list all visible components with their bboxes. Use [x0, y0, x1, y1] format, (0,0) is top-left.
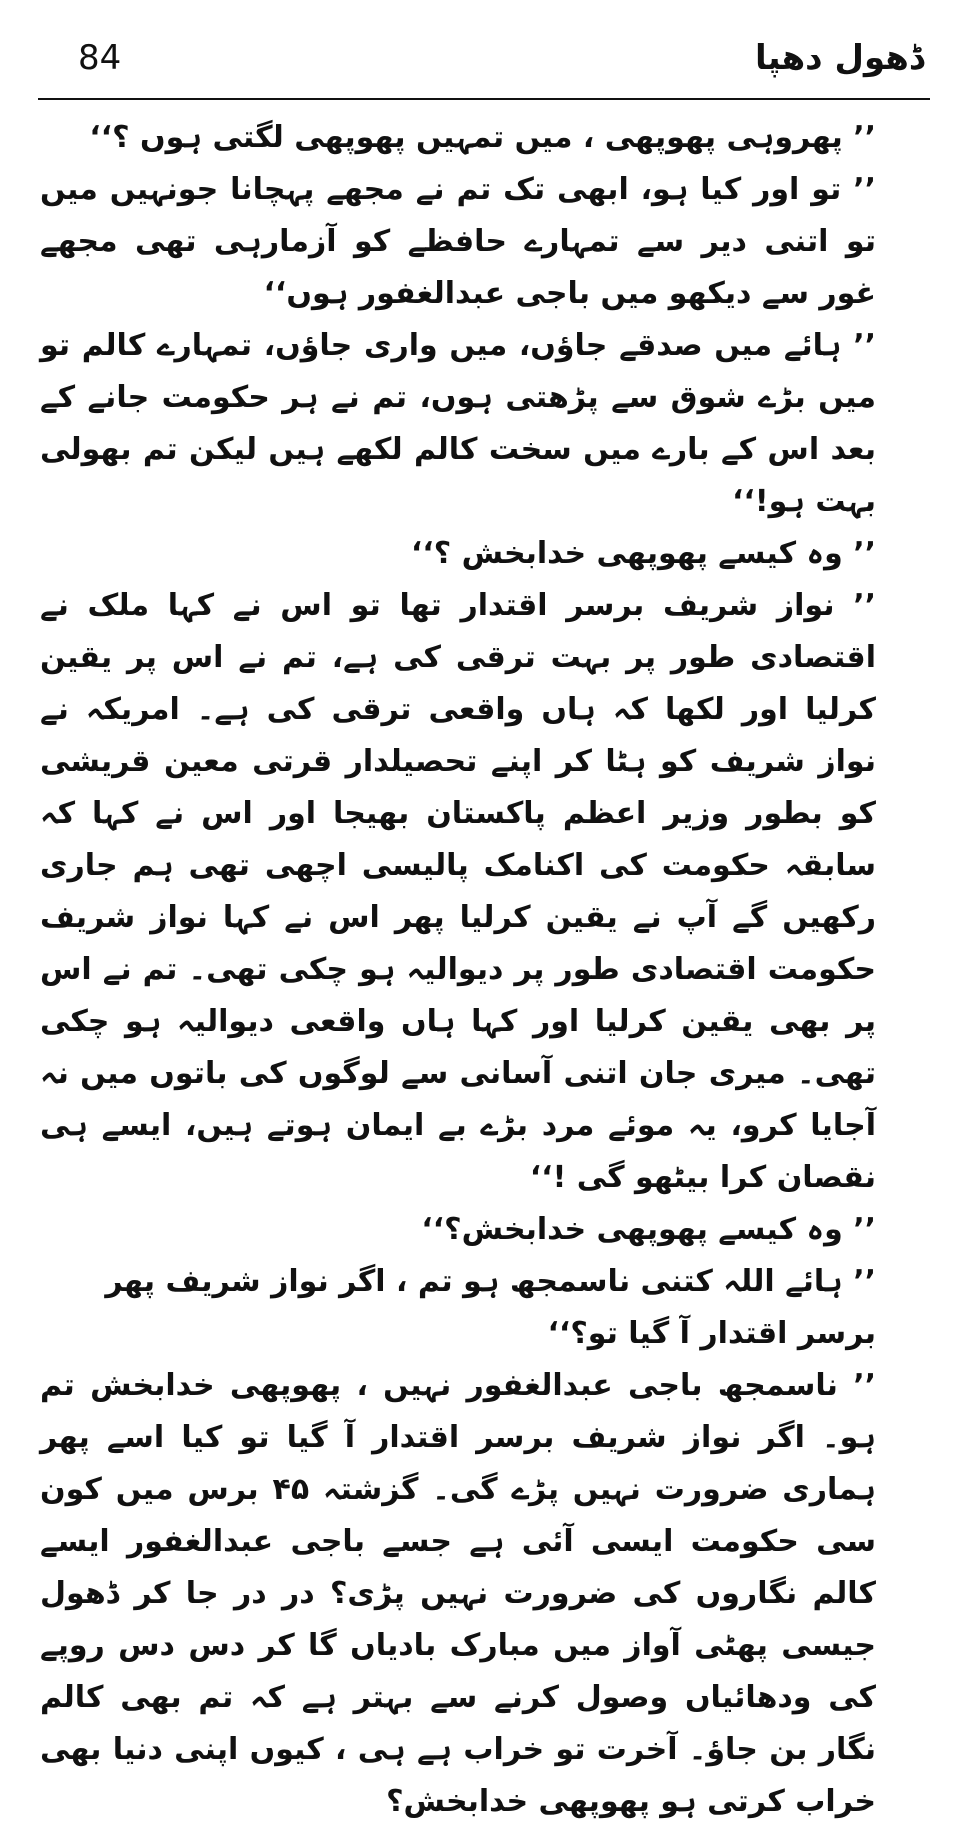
page-number: 84: [78, 38, 122, 78]
paragraph: ’’ وہ کیسے پھوپھی خدابخش ؟‘‘: [410, 536, 876, 571]
page-body: [40, 112, 928, 1828]
paragraph: ’’ تو اور کیا ہو، ابھی تک تم نے مجھے پہچانا جونہیں میں تو اتنی دیر سے تمہارے حافظے کو آزمارہی تھی مجھے غور سے دیکھو میں باجی عبدالغفور ہوں‘‘: [40, 172, 876, 311]
running-title: ڈھول دھپا: [754, 38, 924, 78]
paragraph: ’’ ہائے میں صدقے جاؤں، میں واری جاؤں، تمہارے کالم تو میں بڑے شوق سے پڑھتی ہوں، تم نے ہر حکومت جانے کے بعد اس کے بارے میں سخت کالم لکھے ہیں لیکن تم بھولی بہت ہو!‘‘: [40, 328, 876, 519]
paragraph: ’’ وہ کیسے پھوپھی خدابخش؟‘‘: [421, 1212, 876, 1247]
header-divider: [38, 98, 930, 100]
page-header: [38, 30, 928, 98]
paragraph: ’’ پھروہی پھوپھی ، میں تمہیں پھوپھی لگتی ہوں ؟‘‘: [89, 120, 876, 155]
paragraph: ’’ ناسمجھ باجی عبدالغفور نہیں ، پھوپھی خدابخش تم ہو۔ اگر نواز شریف برسر اقتدار آ گیا تو کیا اسے پھر ہماری ضرورت نہیں پڑے گی۔ گزشتہ ۴۵ برس میں کون سی حکومت ایسی آئی ہے جسے باجی عبدالغفور ایسے کالم نگاروں کی ضرورت نہیں پڑی؟ در در جا کر ڈھول جیسی پھٹی آواز میں مبارک بادیاں گا کر دس دس روپے کی ودھائیاں وصول کرنے سے بہتر ہے کہ تم بھی کالم نگار بن جاؤ۔ آخرت تو خراب ہے ہی ، کیوں اپنی دنیا بھی خراب کرتی ہو پھوپھی خدابخش؟: [40, 1368, 876, 1819]
paragraph: ’’ ہائے اللہ کتنی ناسمجھ ہو تم ، اگر نواز شریف پھر برسر اقتدار آ گیا تو؟‘‘: [105, 1264, 876, 1351]
paragraph: ’’ نواز شریف برسر اقتدار تھا تو اس نے کہا ملک نے اقتصادی طور پر بہت ترقی کی ہے، تم نے اس پر یقین کرلیا اور لکھا کہ ہاں واقعی ترقی کی ہے۔ امریکہ نے نواز شریف کو ہٹا کر اپنے تحصیلدار قرتی معین قریشی کو بطور وزیر اعظم پاکستان بھیجا اور اس نے کہا کہ سابقہ حکومت کی اکنامک پالیسی اچھی تھی ہم جاری رکھیں گے آپ نے یقین کرلیا پھر اس نے کہا نواز شریف حکومت اقتصادی طور پر دیوالیہ ہو چکی تھی۔ تم نے اس پر بھی یقین کرلیا اور کہا ہاں واقعی دیوالیہ ہو چکی تھی۔ میری جان اتنی آسانی سے لوگوں کی باتوں میں نہ آجایا کرو، یہ موئے مرد بڑے بے ایمان ہوتے ہیں، ایسے ہی نقصان کرا بیٹھو گی !‘‘: [40, 588, 876, 1195]
